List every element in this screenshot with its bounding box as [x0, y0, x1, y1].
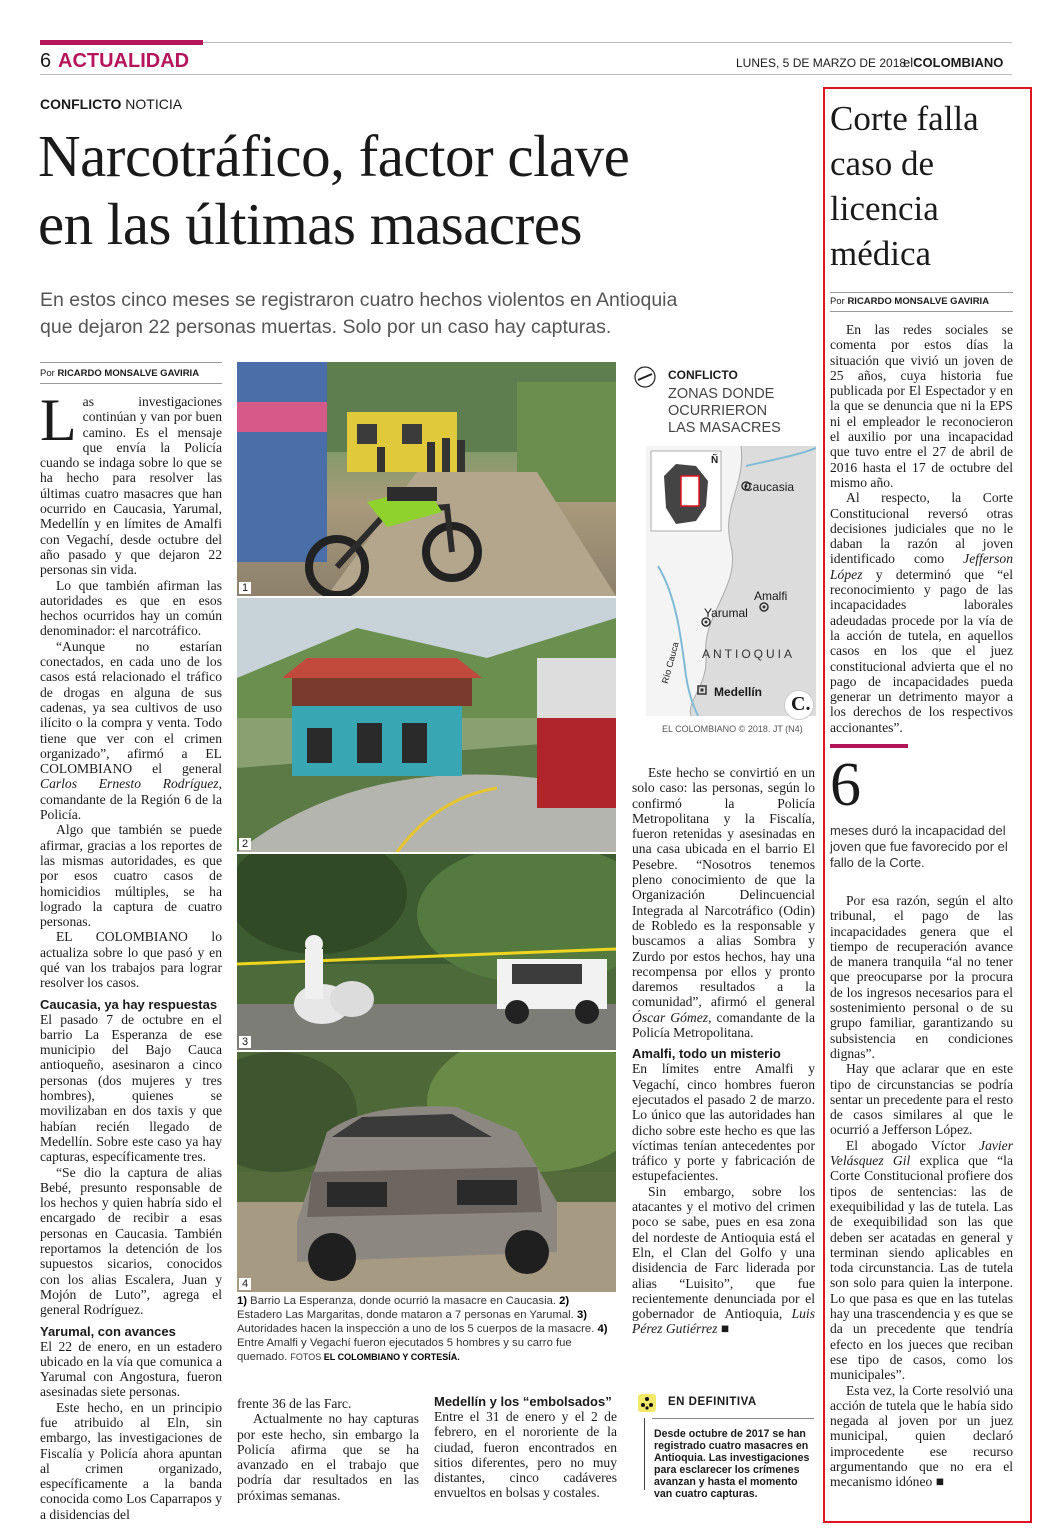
- sidebar-headline: [830, 96, 979, 276]
- caption-number: 4): [597, 1323, 608, 1335]
- paragraph: En las redes sociales se comenta por estos días la situación que vivió un joven de 25 años, cuya historia fue publicada por El Espectador y en la que se denuncia que ni la EPS ni el empleador le reconocieron el auxilio por una incapacidad que tuvo entre el 27 de abril de 2016 hasta el 17 de octubre del mismo año.: [830, 322, 1013, 490]
- paragraph-text: , comandante de la Policía Metropolitana.: [632, 1009, 815, 1041]
- paragraph: Entre el 31 de enero y el 2 de febrero, en el nororiente de la ciudad, fueron encontrados en sitios diferentes, pero no muy distantes, cinco cadáveres envueltos en bolsas y costales.: [434, 1409, 617, 1501]
- paragraph-text: , comandante de la Región 6 de la Policía.: [40, 776, 222, 823]
- brand-logo: [903, 55, 1003, 70]
- paragraph: frente 36 de las Farc.: [237, 1396, 352, 1411]
- photo-credit: EL COLOMBIANO Y CORTESÍA.: [321, 1352, 460, 1362]
- lead-line-2: que dejaron 22 personas muertas. Solo por un caso hay capturas.: [40, 316, 612, 338]
- paragraph-text: as investigaciones continúan y van por buen camino. Es el mensaje que envía la Policía cuando se indaga sobre lo que se ha hecho para resolver las últimas cuatro masacres que han ocurrido en Caucasia, Yarumal, Medellín y en límites de Amalfi con Vegachí, desde octubre del año pasado y que dejaron 22 personas sin vida.: [40, 394, 222, 578]
- map-river: Río Cauca: [660, 640, 681, 685]
- column-3: [632, 765, 815, 1337]
- paragraph: [40, 639, 222, 823]
- paragraph: [830, 490, 1013, 735]
- paragraph: [830, 1138, 1013, 1383]
- map-graphic: [632, 362, 815, 742]
- en-definitiva-title: EN DEFINITIVA: [668, 1396, 757, 1408]
- kicker: [40, 96, 182, 112]
- paragraph: [632, 1184, 815, 1337]
- quoted-name: Jefferson López: [830, 551, 1013, 582]
- photo-yarumal: [237, 598, 616, 852]
- dropcap: L: [40, 387, 77, 453]
- paragraph: Este hecho, en un principio fue atribuido al Eln, sin embargo, las investigaciones de Fiscalía y Policía ahora apuntan al crimen organizado, específicamente a la banda conocida como Los Caparrapos y a disidencias del: [40, 1399, 222, 1522]
- photo-yarumal-art: [237, 598, 616, 852]
- photo-inspection: [237, 854, 616, 1050]
- map-region: ANTIOQUIA: [702, 647, 796, 661]
- photo-credit-prefix: FOTOS: [290, 1352, 322, 1362]
- map-title-line: ZONAS DONDE: [668, 386, 775, 402]
- paragraph: El pasado 7 de octubre en el barrio La Esperanza de ese municipio del Bajo Cauca antioqueño, asesinaron a cinco personas (dos mujeres y tres hombres), quienes se movilizaban en dos taxis y que habían recién llegado de Medellín. Sobre este caso ya hay capturas, específicamente tres.: [40, 1011, 222, 1165]
- lead: [40, 287, 677, 341]
- byline: [40, 368, 199, 379]
- column-1: [40, 387, 222, 1522]
- caption-number: 2): [559, 1295, 570, 1307]
- en-definitiva-side-rule: [644, 1418, 645, 1490]
- photo-captions: [237, 1294, 616, 1364]
- photo-burned-car-art: [237, 1052, 616, 1292]
- paragraph-text: Al respecto, la Corte Constitucional reversó otras decisiones judiciales que no le daban la razón al joven identificado como: [830, 490, 1013, 567]
- brand-prefix: el: [903, 55, 914, 70]
- stat-number: 6: [830, 751, 861, 819]
- map-title-line: LAS MASACRES: [668, 420, 781, 436]
- map-credit: EL COLOMBIANO © 2018. JT (N4): [662, 724, 803, 734]
- header-bottom-rule: [40, 74, 1012, 75]
- headline-line-2: en las últimas masacres: [38, 191, 582, 257]
- en-definitiva-box: [632, 1390, 814, 1500]
- caption-text: Autoridades hacen la inspección a uno de los 5 cuerpos de la masacre.: [237, 1323, 598, 1335]
- photo-number: 1: [239, 582, 251, 594]
- header-rule: [203, 42, 1012, 43]
- photo-burned-car: [237, 1052, 616, 1292]
- paragraph: Actualmente no hay capturas por este hecho, sin embargo la Policía afirma que se ha avanzado en el trabajo que podría dar resultados en las próximas semanas.: [237, 1411, 419, 1503]
- sidebar-column-bottom: [830, 893, 1013, 1490]
- map-kicker: CONFLICTO: [668, 368, 738, 382]
- caption-text: Entre Amalfi y Vegachí fueron ejecutados 5 hombres y su carro fue quemado.: [237, 1337, 572, 1363]
- map-north: Ñ: [711, 455, 719, 466]
- stat-text: meses duró la incapacidad del joven que fue favorecido por el fallo de la Corte.: [830, 823, 1008, 870]
- paragraph: Algo que también se puede afirmar, gracias a los reportes de las mismas autoridades, es que por esos cuatro casos de homicidios múltiples, se ha logrado la captura de cuatro personas.: [40, 822, 222, 930]
- sidebar-headline-line: Corte falla: [830, 99, 979, 138]
- issue-date: LUNES, 5 DE MARZO DE 2018: [736, 56, 907, 70]
- brand-name: COLOMBIANO: [913, 55, 1004, 70]
- page-number: 6: [40, 50, 52, 72]
- en-definitiva-rule: [652, 1418, 814, 1419]
- subhead-yarumal: Yarumal, con avances: [40, 1323, 176, 1339]
- map-city-amalfi: Amalfi: [754, 589, 788, 603]
- caption-text: Barrio La Esperanza, donde ocurrió la masacre en Caucasia.: [247, 1295, 560, 1307]
- paragraph: “Se dio la captura de alias Bebé, presunto responsable de los hechos y quien habría sido el encargado de recibir a esas personas en Caucasia. También reportamos la detención de los supuestos sicarios, conocidos con los alias Escalera, Juan y Mojón de Luto”, agrega el general Rodríguez.: [40, 1164, 222, 1318]
- byline-name: RICARDO MONSALVE GAVIRIA: [847, 296, 990, 307]
- byline-prefix: Por: [830, 296, 845, 307]
- paragraph-text: El abogado Víctor: [846, 1137, 980, 1153]
- paragraph-text: “Aunque no estarían conectados, en cada uno de los casos está relacionado el tráfico de drogas en alguna de sus cadenas, ya sea cultivos de uso ilícito o la compra y venta. Todo tiene que ver con el crimen organizado”, afirmó a EL COLOMBIANO el general: [40, 638, 222, 777]
- header-accent-bar: [40, 40, 203, 45]
- quoted-name: Óscar Gómez: [632, 1009, 709, 1025]
- paragraph: Lo que también afirman las autoridades es que en esos hechos ocurridos hay un común denominador: el narcotráfico.: [40, 577, 222, 639]
- paragraph: Hay que aclarar que en este tipo de circunstancias se podría sentar un precedente para el resto de casos similares al que le ocurrió a Jefferson López.: [830, 1061, 1013, 1138]
- byline-rule-top: [40, 362, 222, 363]
- map-title-line: OCURRIERON: [668, 403, 768, 419]
- paragraph: [830, 1383, 1013, 1490]
- paragraph-text: explica que “la Corte Constitucional profiere dos tipos de sentencias: las de exequibilidad y las de tutela. Las de exequibilidad son las que deben ser acatadas en general y terminan siendo aplicables en toda circunstancia. Las de tutela son solo para quien la interpone. Lo que pasa es que en las tutelas hay una trascendencia y es que se da un precedente que tendría efecto en los jueces que reciban ese tipo de casos, como los municipales”.: [830, 1153, 1013, 1383]
- photo-number: 3: [239, 1036, 251, 1048]
- quoted-name: Javier Velásquez Gil: [830, 1137, 1013, 1169]
- en-definitiva-text: Desde octubre de 2017 se han registrado cuatro masacres en Antioquia. Las investigaciones para esclarecer los crímenes avanzan y hasta el momento van cuatro capturas.: [654, 1428, 810, 1500]
- paragraph-text: y determinó que “el reconocimiento y pago de las incapacidades laborales adeudadas procede por la vía de la acción de tutela, en aquellos casos en los que el juez constitucional advierta que el no pago de incapacidades pueda generar un detrimento mayor a los derechos de los respectivos accionantes”.: [830, 566, 1013, 735]
- quoted-name: Carlos Ernesto Rodríguez: [40, 776, 219, 792]
- byline-name: RICARDO MONSALVE GAVIRIA: [57, 368, 200, 379]
- sidebar-headline-line: caso de: [830, 144, 934, 183]
- sidebar-headline-line: licencia: [830, 189, 939, 228]
- subhead-amalfi: Amalfi, todo un misterio: [632, 1046, 781, 1062]
- map-city-yarumal: Yarumal: [704, 606, 748, 620]
- column-medellin: [434, 1394, 617, 1501]
- caption-number: 1): [237, 1295, 248, 1307]
- kicker-light: NOTICIA: [125, 96, 183, 112]
- rifle-icon: [634, 366, 656, 388]
- section-name: ACTUALIDAD: [58, 50, 190, 72]
- paragraph: Por esa razón, según el alto tribunal, el pago de las incapacidades genera que el tiempo de recuperación avance de manera tranquila “al no tener que preocuparse por la procura de los ingresos necesarios para el sostenimiento personal o de su grupo familiar, garantizando su subsistencia en condiciones dignas”.: [830, 893, 1013, 1061]
- sidebar-byline-rule-bottom: [830, 311, 1013, 312]
- caption-number: 3): [576, 1309, 587, 1321]
- paragraph: El 22 de enero, en un estadero ubicado en la vía que comunica a Yarumal con Angostura, fueron asesinadas siete personas.: [40, 1338, 222, 1400]
- caption-text: Estadero Las Margaritas, donde mataron a 7 personas en Yarumal.: [237, 1309, 577, 1321]
- headline-line-1: Narcotráfico, factor clave: [38, 123, 630, 189]
- sidebar-byline-rule-top: [830, 292, 1013, 293]
- map-logo: C.: [791, 693, 811, 715]
- byline-prefix: Por: [40, 368, 55, 379]
- headline: [38, 122, 629, 258]
- paragraph: [632, 765, 815, 1040]
- photo-inspection-art: [237, 854, 616, 1050]
- byline-rule-bottom: [40, 383, 222, 384]
- column-2-bottom: [237, 1396, 419, 1503]
- lead-line-1: En estos cinco meses se registraron cuatro hechos violentos en Antioquia: [40, 289, 678, 311]
- paragraph-text: Esta vez, la Corte resolvió una acción de tutela que le había sido negada al joven por un juez municipal, quien declaró improcedente ese recurso argumentando que no era el mecanismo idóneo: [830, 1382, 1013, 1490]
- asterisk-icon: [638, 1394, 656, 1412]
- map-title: [668, 386, 781, 437]
- sidebar-headline-line: médica: [830, 234, 932, 273]
- map-city-medellin: Medellín: [714, 685, 763, 699]
- paragraph-text: Este hecho se convirtió en un solo caso: las personas, según lo confirmó la Policía Metropolitana y la Fiscalía, fueron retenidas y asesinadas en una casa ubicada en el barrio El Pesebre. “Nosotros tenemos pleno conocimiento de que la Organización Delincuencial Integrada al Narcotráfico (Odin) de Robledo es la responsable y buscamos a alias Sombra y Zurdo por estos hechos, hay una recompensa por ellos y pronto daremos resultados a la comunidad”, afirmó el general: [632, 765, 815, 1010]
- paragraph: En límites entre Amalfi y Vegachí, cinco hombres fueron ejecutados el pasado 2 de marzo. Lo único que las autoridades han dicho sobre este hecho es que las víctimas tenían antecedentes por tráfico y porte y fabricación de estupefacientes.: [632, 1061, 815, 1184]
- subhead-caucasia: Caucasia, ya hay respuestas: [40, 996, 218, 1012]
- map-city-caucasia: Caucasia: [744, 480, 795, 494]
- paragraph-text: Sin embargo, sobre los atacantes y el motivo del crimen poco se sabe, pues en esa zona del nordeste de Antioquia está el Eln, el Clan del Golfo y una disidencia de Farc liderada por alias “Luisito”, que fue recientemente denunciada por el gobernador de Antioquia,: [632, 1183, 815, 1322]
- subhead-medellin: Medellín y los “embolsados”: [434, 1394, 612, 1409]
- quoted-name: Luis Pérez Gutiérrez: [632, 1306, 815, 1337]
- photo-number: 4: [239, 1278, 251, 1290]
- sidebar-byline: [830, 296, 989, 307]
- photo-number: 2: [239, 838, 251, 850]
- sidebar-column-top: [830, 322, 1013, 735]
- paragraph: [40, 387, 222, 578]
- end-mark: ■: [935, 1474, 944, 1490]
- photo-caucasia-art: [237, 362, 616, 596]
- kicker-bold: CONFLICTO: [40, 96, 122, 112]
- end-mark: ■: [720, 1321, 730, 1337]
- paragraph: EL COLOMBIANO lo actualiza sobre lo que pasó y en qué van los trabajos para lograr resolver los casos.: [40, 929, 222, 991]
- stat-accent-bar: [830, 744, 908, 748]
- photo-caucasia: [237, 362, 616, 596]
